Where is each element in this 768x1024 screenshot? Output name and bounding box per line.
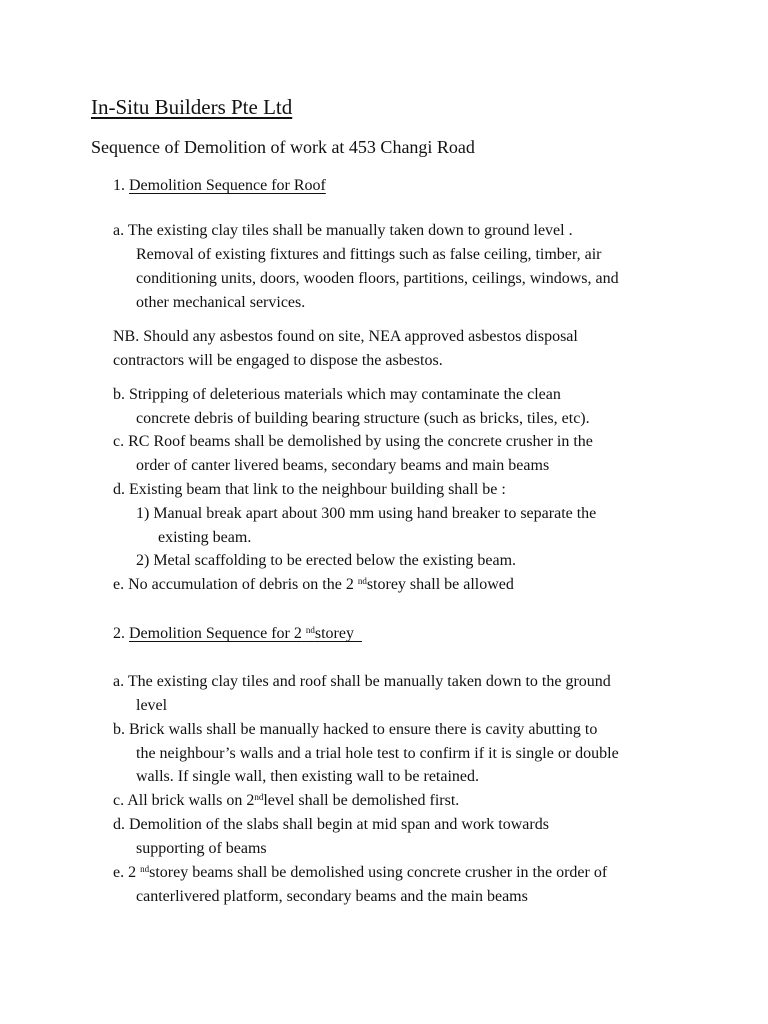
section1-item-e-text: e. No accumulation of debris on the 2 [113,576,354,593]
document-subtitle: Sequence of Demolition of work at 453 Changi Road [91,137,475,157]
section1-item-a-line3: conditioning units, doors, wooden floors, partitions, ceilings, windows, and [136,270,619,287]
ordinal-suffix: nd [140,864,150,874]
section1-item-a-line1: a. The existing clay tiles shall be manually taken down to ground level . [113,222,573,239]
section2-item-b-line3: walls. If single wall, then existing wall to be retained. [136,768,480,785]
section2-item-a-line1: a. The existing clay tiles and roof shall be manually taken down to the ground [113,673,611,690]
section1-item-b-line2: concrete debris of building bearing structure (such as bricks, tiles, etc). [136,410,590,427]
section2-item-e-line1 [113,863,607,883]
section2-item-d-line2: supporting of beams [136,840,267,857]
section1-title: Demolition Sequence for Roof [129,177,326,194]
section1-item-d: d. Existing beam that link to the neighbour building shall be : [113,481,506,498]
section1-item-a-line4: other mechanical services. [136,294,306,311]
section2-item-e-line2: canterlivered platform, secondary beams and the main beams [136,888,528,905]
section2-item-e-text: e. 2 [113,864,137,881]
section2-item-c-text: c. All brick walls on 2 [113,792,255,809]
section1-item-e-text-end: storey shall be allowed [366,576,514,593]
section2-title-end: storey [314,625,354,642]
section1-item-b-line1: b. Stripping of deleterious materials which may contaminate the clean [113,386,561,403]
section1-number: 1. [113,177,125,194]
section1-heading [113,176,326,196]
section1-item-e [113,575,514,595]
section2-number: 2. [113,625,125,642]
section1-item-d1-line2: existing beam. [158,529,252,546]
company-name: In-Situ Builders Pte Ltd [91,95,293,119]
section1-nb-line2: contractors will be engaged to dispose the asbestos. [113,352,443,369]
ordinal-suffix: nd [254,792,264,802]
section2-item-b-line1: b. Brick walls shall be manually hacked to ensure there is cavity abutting to [113,721,598,738]
ordinal-suffix: nd [357,576,367,586]
section1-item-d2: 2) Metal scaffolding to be erected below the existing beam. [136,552,517,569]
ordinal-suffix: nd [305,625,315,635]
section2-heading [113,624,362,644]
section1-item-c-line1: c. RC Roof beams shall be demolished by using the concrete crusher in the [113,433,593,450]
section2-item-a-line2: level [136,697,168,714]
section2-item-c-text-end: level shall be demolished first. [263,792,460,809]
section1-item-a-line2: Removal of existing fixtures and fittings such as false ceiling, timber, air [136,246,602,263]
section2-title-text: Demolition Sequence for 2 [129,625,302,642]
section2-item-b-line2: the neighbour’s walls and a trial hole test to confirm if it is single or double [136,745,619,762]
section2-item-e-text-end: storey beams shall be demolished using concrete crusher in the order of [149,864,608,881]
section1-item-c-line2: order of canter livered beams, secondary beams and main beams [136,457,550,474]
section2-item-d-line1: d. Demolition of the slabs shall begin at mid span and work towards [113,816,549,833]
section2-title [129,625,362,642]
section1-nb-line1: NB. Should any asbestos found on site, NEA approved asbestos disposal [113,328,578,345]
section2-item-c [113,791,459,811]
section1-item-d1-line1: 1) Manual break apart about 300 mm using hand breaker to separate the [136,505,597,522]
